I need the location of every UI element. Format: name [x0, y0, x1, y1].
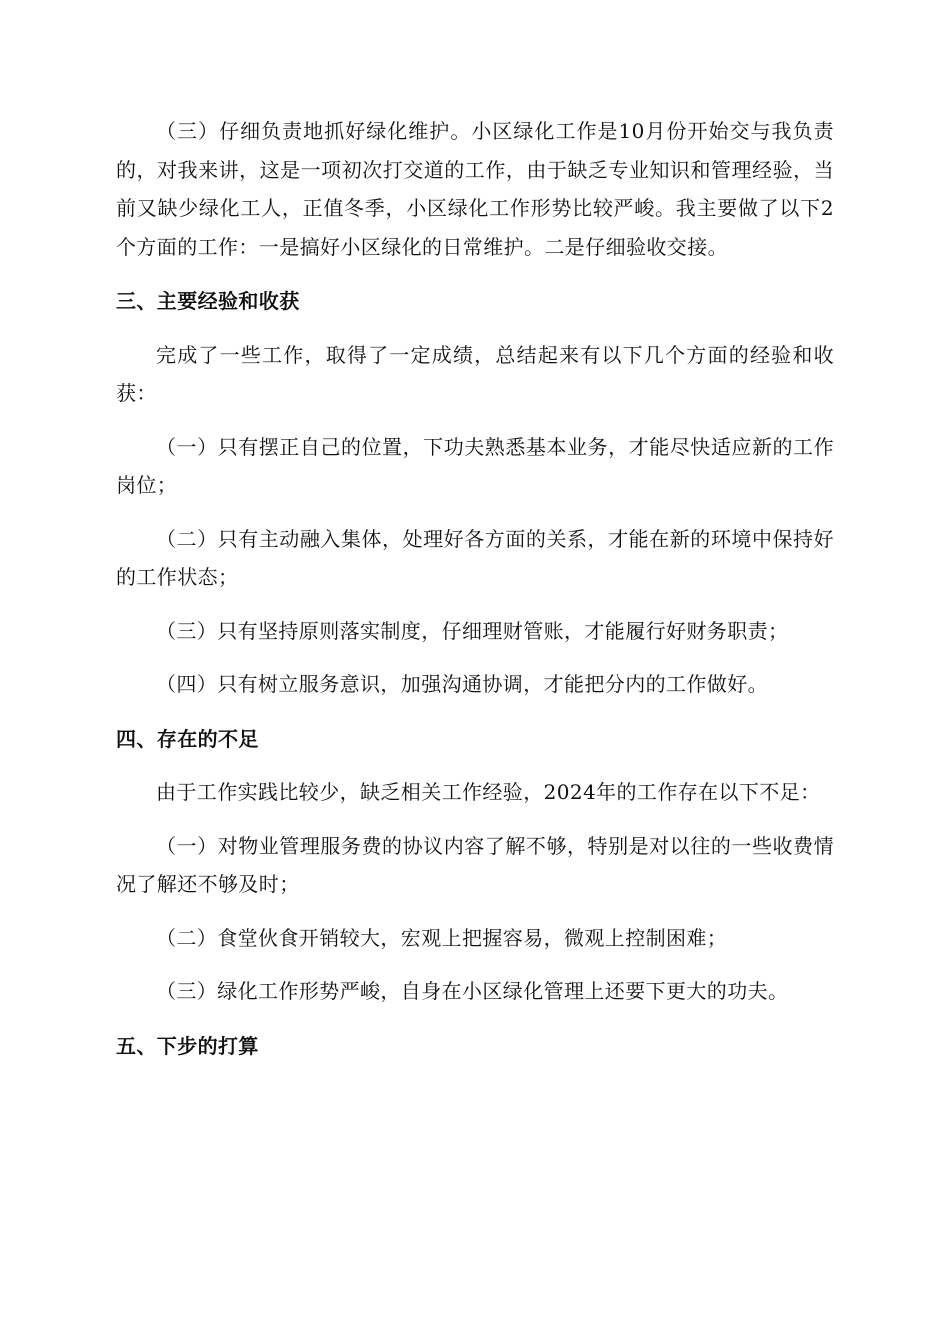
- paragraph-shortcoming-2: （二）食堂伙食开销较大，宏观上把握容易，微观上控制困难；: [156, 925, 728, 950]
- paragraph-experience-1: （一）只有摆正自己的位置，下功夫熟悉基本业务，才能尽快适应新的工作岗位；: [116, 434, 834, 497]
- heading-shortcomings: 四、存在的不足: [116, 726, 259, 751]
- heading-experience: 三、主要经验和收获: [116, 289, 300, 313]
- paragraph-shortcoming-1: （一）对物业管理服务费的协议内容了解不够，特别是对以往的一些收费情况了解还不够及时；: [116, 833, 834, 896]
- paragraph-experience-4: （四）只有树立服务意识，加强沟通协调，才能把分内的工作做好。: [156, 672, 768, 696]
- heading-next-plans: 五、下步的打算: [116, 1033, 259, 1058]
- document-page: [116, 112, 834, 1065]
- paragraph-experience-intro: 完成了一些工作，取得了一定成绩，总结起来有以下几个方面的经验和收获：: [116, 342, 834, 405]
- paragraph-experience-2: （二）只有主动融入集体，处理好各方面的关系，才能在新的环境中保持好的工作状态；: [116, 526, 834, 589]
- paragraph-shortcoming-3: （三）绿化工作形势严峻，自身在小区绿化管理上还要下更大的功夫。: [156, 979, 789, 1003]
- paragraph-greening-maintenance: （三）仔细负责地抓好绿化维护。小区绿化工作是10月份开始交与我负责的，对我来讲，这是一项初次打交道的工作，由于缺乏专业知识和管理经验，当前又缺少绿化工人，正值冬季，小区绿化工作形势比较严峻。我主要做了以下2个方面的工作：一是搞好小区绿化的日常维护。二是仔细验收交接。: [116, 119, 834, 259]
- paragraph-experience-3: （三）只有坚持原则落实制度，仔细理财管账，才能履行好财务职责；: [156, 618, 789, 643]
- paragraph-shortcomings-intro: 由于工作实践比较少，缺乏相关工作经验，2024年的工作存在以下不足：: [156, 780, 821, 804]
